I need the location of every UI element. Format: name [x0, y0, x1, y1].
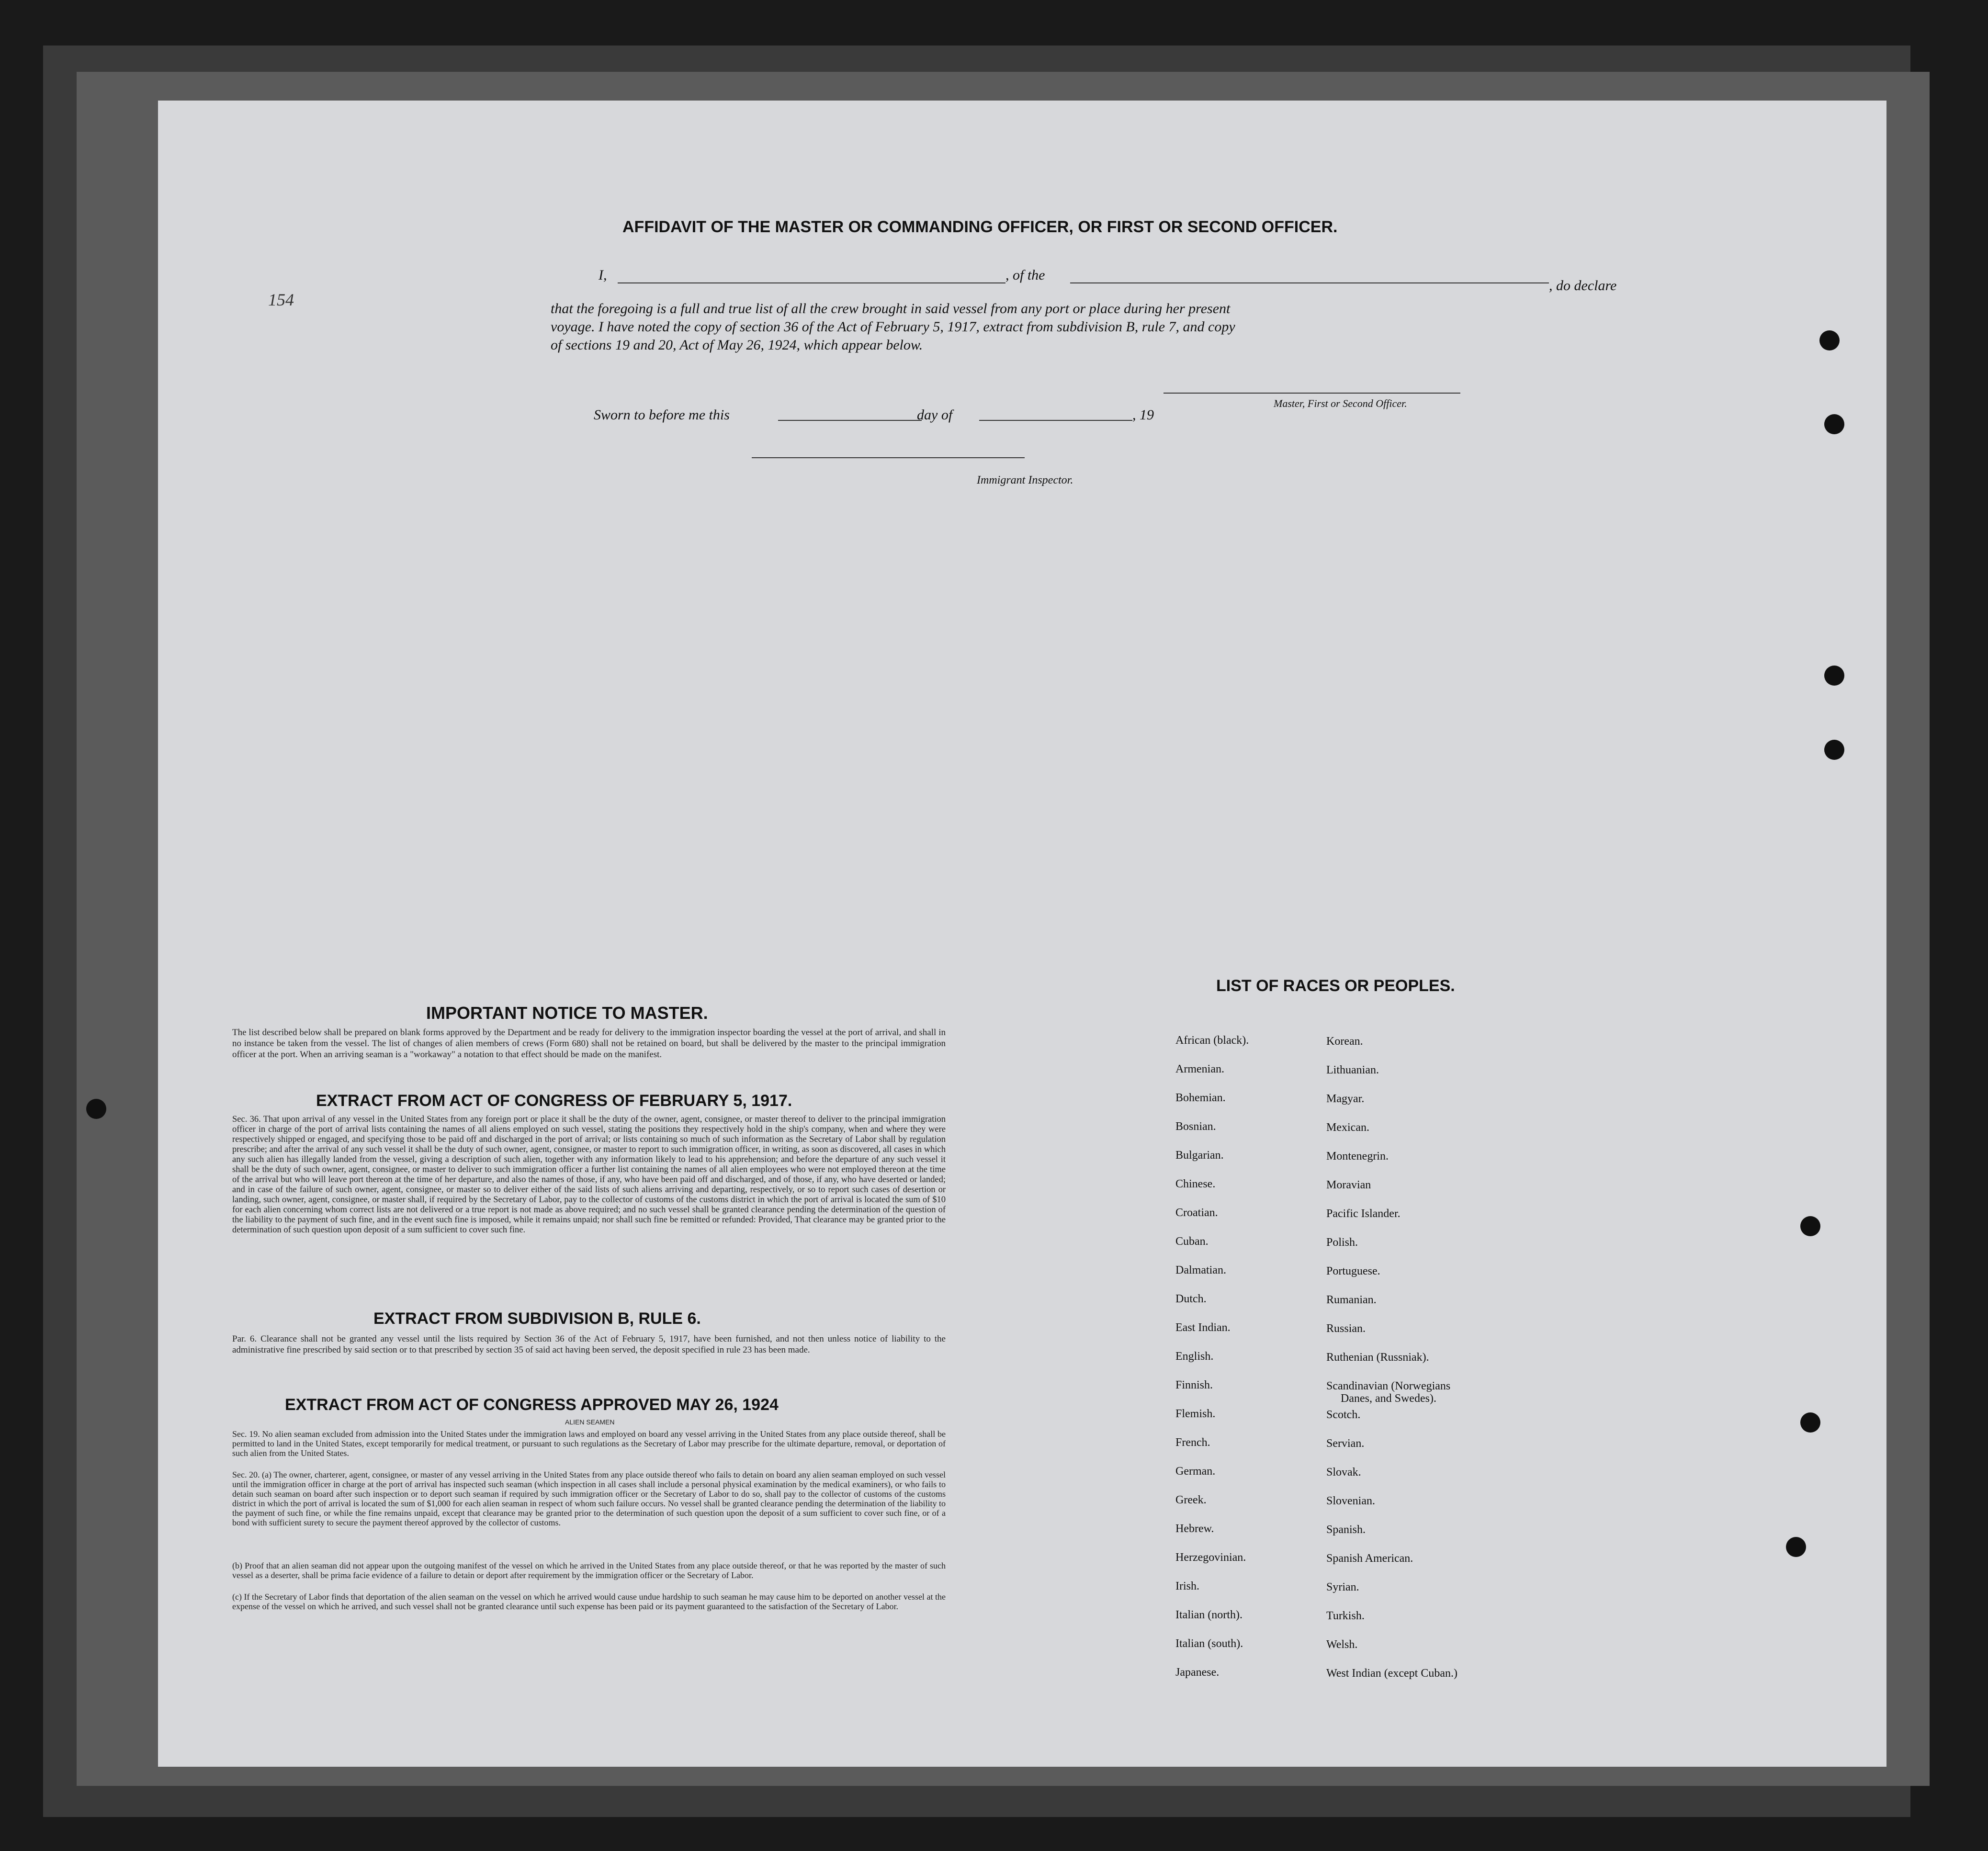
race-item: Italian (north). [1175, 1609, 1242, 1621]
extract-1917-text: Sec. 36. That upon arrival of any vessel in the United States from any foreign port or place it shall be the duty of the owner, agent, consignee, or master thereof to deliver to the principal immigration officer in charge of the port of arrival lists containing the names of all aliens employed on such vessel, stating the positions they respectively hold in the ship's company, when and where they were respectively shipped or engaged, and specifying those to be paid off and discharged in the port of arrival; or lists containing so much of such information as the Secretary of Labor shall by regulation prescribe; and after the arrival of any such vessel it shall be the duty of such owner, agent, consignee, or master to report to such immigration officer, in writing, as soon as discovered, all cases in which any such alien has illegally landed from the vessel, giving a description of such alien, together with any information likely to lead to his apprehension; and before the departure of any such vessel it shall be the duty of such owner, agent, consignee, or master to deliver to such immigration officer a further list containing the names of all alien employees who were not employed thereon at the time of the arrival but who will leave port thereon at the time of her departure, and also the names of those, if any, who have been paid off and discharged, and of those, if any, who have deserted or landed; and in case of the failure of such owner, agent, consignee, or master so to deliver either of the said lists of such aliens arriving and departing, respectively, or so to report such cases of desertion or landing, such owner, agent, consignee, or master shall, if required by the Secretary of Labor, pay to the collector of customs of the customs district in which the port of arrival is located the sum of $10 for each alien concerning whom correct lists are not delivered or a true report is not made as above required; and no such vessel shall be granted clearance pending the determination of the question of the liability to the payment of such fine, and in the event such fine is imposed, while it remains unpaid; nor shall such fine be remitted or refunded: Provided, That clearance may be granted prior to the determination of such question upon deposit of a sum sufficient to cover such fine. [232, 1115, 946, 1235]
race-item: Danes, and Swedes). [1341, 1392, 1436, 1405]
name-blank[interactable] [618, 282, 1005, 283]
sworn-text: Sworn to before me this [594, 407, 730, 423]
race-item: Montenegrin. [1326, 1150, 1389, 1163]
race-item: Flemish. [1175, 1408, 1216, 1420]
race-item: Lithuanian. [1326, 1064, 1379, 1076]
extract-1924-title: EXTRACT FROM ACT OF CONGRESS APPROVED MAY 26, 1924 [285, 1396, 779, 1414]
document-page [158, 101, 1886, 1767]
race-item: Croatian. [1175, 1207, 1218, 1219]
race-item: Slovak. [1326, 1466, 1361, 1479]
vessel-blank[interactable] [1070, 282, 1549, 283]
affidavit-line-3: of sections 19 and 20, Act of May 26, 1924, which appear below. [551, 337, 923, 353]
race-item: Spanish. [1326, 1524, 1366, 1536]
inspector-label: Immigrant Inspector. [977, 474, 1073, 486]
punch-hole [1824, 740, 1844, 760]
race-item: Armenian. [1175, 1063, 1224, 1075]
affidavit-of-the: , of the [1005, 267, 1045, 283]
race-item: Italian (south). [1175, 1637, 1243, 1650]
sworn-month-blank[interactable] [979, 420, 1132, 421]
race-item: Portuguese. [1326, 1265, 1380, 1277]
race-item: Bosnian. [1175, 1120, 1216, 1133]
extract-1924-subtitle: ALIEN SEAMEN [565, 1418, 615, 1426]
day-of-text: day of [917, 407, 953, 423]
margin-mark: 154 [268, 290, 294, 309]
race-item: Welsh. [1326, 1638, 1358, 1651]
extract-1924-sec20b: (b) Proof that an alien seaman did not appear upon the outgoing manifest of the vessel on which he arrived in the United States from any place outside thereof, or that he was reported by the master of such vessel as a deserter, shall be prima facie evidence of a failure to detain or deport after requirement by the immigration officer or the Secretary of Labor. [232, 1561, 946, 1580]
affidavit-declare: , do declare [1549, 278, 1617, 293]
extract-1917-title: EXTRACT FROM ACT OF CONGRESS OF FEBRUARY 5, 1917. [316, 1092, 792, 1110]
race-item: Finnish. [1175, 1379, 1213, 1391]
race-item: Ruthenian (Russniak). [1326, 1351, 1429, 1364]
race-item: Slovenian. [1326, 1495, 1375, 1507]
race-item: Rumanian. [1326, 1294, 1377, 1306]
race-item: East Indian. [1175, 1321, 1231, 1334]
notice-text: The list described below shall be prepared on blank forms approved by the Department and be ready for delivery to the immigration inspector boarding the vessel at the port of arrival, and shall in no instance be taken from the vessel. The list of changes of alien members of crews (Form 680) shall not be retained on board, but shall be delivered by the master to the principal immigration officer at the port. When an arriving seaman is a "workaway" a notation to that effect should be made on the manifest. [232, 1027, 946, 1060]
races-title: LIST OF RACES OR PEOPLES. [1216, 977, 1455, 995]
race-item: Russian. [1326, 1322, 1366, 1335]
master-label: Master, First or Second Officer. [1274, 397, 1407, 409]
punch-hole [86, 1099, 106, 1119]
race-item: Turkish. [1326, 1610, 1365, 1622]
race-item: Servian. [1326, 1437, 1365, 1450]
race-item: Syrian. [1326, 1581, 1359, 1593]
punch-hole [1824, 414, 1844, 434]
inspector-signature-line[interactable] [752, 457, 1025, 458]
race-item: West Indian (except Cuban.) [1326, 1667, 1457, 1680]
race-item: African (black). [1175, 1034, 1249, 1047]
punch-hole [1800, 1216, 1820, 1236]
race-item: Scotch. [1326, 1409, 1361, 1421]
notice-title: IMPORTANT NOTICE TO MASTER. [426, 1003, 708, 1023]
race-item: Cuban. [1175, 1235, 1209, 1248]
race-item: Polish. [1326, 1236, 1358, 1249]
race-item: Pacific Islander. [1326, 1208, 1401, 1220]
race-item: Korean. [1326, 1035, 1363, 1048]
race-item: Bohemian. [1175, 1092, 1226, 1104]
affidavit-line-2: voyage. I have noted the copy of section 36 of the Act of February 5, 1917, extract from subdivision B, rule 7, and copy [551, 319, 1235, 335]
rule6-text: Par. 6. Clearance shall not be granted any vessel until the lists required by Section 36 of the Act of February 5, 1917, have been furnished, and not then unless notice of liability to the administrative fine prescribed by said section or to that prescribed by section 35 of said act having been served, the deposit specified in rule 23 has been made. [232, 1334, 946, 1355]
sworn-day-blank[interactable] [778, 420, 922, 421]
race-item: Spanish American. [1326, 1552, 1413, 1565]
race-item: Japanese. [1175, 1666, 1220, 1679]
year-text: , 19 [1132, 407, 1154, 423]
race-item: Bulgarian. [1175, 1149, 1224, 1162]
rule6-title: EXTRACT FROM SUBDIVISION B, RULE 6. [373, 1309, 701, 1328]
race-item: Herzegovinian. [1175, 1551, 1246, 1564]
extract-1924-sec19: Sec. 19. No alien seaman excluded from admission into the United States under the immigration laws and employed on board any vessel arriving in the United States from any place outside thereof, shall be permitted to land in the United States, except temporarily for medical treatment, or pursuant to such regulations as the Secretary of Labor may prescribe for the ultimate departure, removal, or deportation of such alien from the United States. [232, 1429, 946, 1458]
race-item: Mexican. [1326, 1121, 1369, 1134]
affidavit-line-1: that the foregoing is a full and true list of all the crew brought in said vessel from any port or place during her present [551, 301, 1231, 316]
race-item: English. [1175, 1350, 1214, 1363]
race-item: Irish. [1175, 1580, 1199, 1592]
punch-hole [1786, 1537, 1806, 1557]
race-item: Greek. [1175, 1494, 1207, 1506]
race-item: French. [1175, 1436, 1210, 1449]
extract-1924-sec20c: (c) If the Secretary of Labor finds that deportation of the alien seaman on the vessel on which he arrived would cause undue hardship to such seaman he may cause him to be deported on another vessel at the expense of the vessel on which he arrived, and such vessel shall not be granted clearance until such expense has been paid or its payment guaranteed to the satisfaction of the Secretary of Labor. [232, 1592, 946, 1611]
race-item: Chinese. [1175, 1178, 1216, 1190]
race-item: Dalmatian. [1175, 1264, 1226, 1276]
extract-1924-sec20a: Sec. 20. (a) The owner, charterer, agent, consignee, or master of any vessel arriving in the United States from any place outside thereof who fails to detain on board any alien seaman employed on such vessel until the immigration officer in charge at the port of arrival has inspected such seaman (which inspection in all cases shall include a personal physical examination by the medical examiners), or who fails to detain such seaman on board after such inspection or to deport such seaman if required by such immigration officer or the Secretary of Labor to do so, shall pay to the collector of customs of the customs district in which the port of arrival is located the sum of $1,000 for each alien seaman in respect of whom such failure occurs. No vessel shall be granted clearance pending the determination of the liability to the payment of such fine, or while the fine remains unpaid, except that clearance may be granted prior to the determination of such question upon the deposit of a sum sufficient to cover such fine, or of a bond with sufficient surety to secure the payment thereof approved by the collector of customs. [232, 1470, 946, 1527]
affidavit-title: AFFIDAVIT OF THE MASTER OR COMMANDING OFFICER, OR FIRST OR SECOND OFFICER. [622, 218, 1338, 236]
race-item: Scandinavian (Norwegians [1326, 1380, 1451, 1392]
race-item: German. [1175, 1465, 1216, 1478]
punch-hole [1800, 1412, 1820, 1433]
race-item: Moravian [1326, 1179, 1371, 1191]
race-item: Hebrew. [1175, 1523, 1214, 1535]
affidavit-i: I, [599, 267, 607, 283]
punch-hole [1819, 330, 1840, 350]
master-signature-line[interactable] [1163, 393, 1460, 394]
punch-hole [1824, 666, 1844, 686]
race-item: Magyar. [1326, 1093, 1365, 1105]
race-item: Dutch. [1175, 1293, 1207, 1305]
